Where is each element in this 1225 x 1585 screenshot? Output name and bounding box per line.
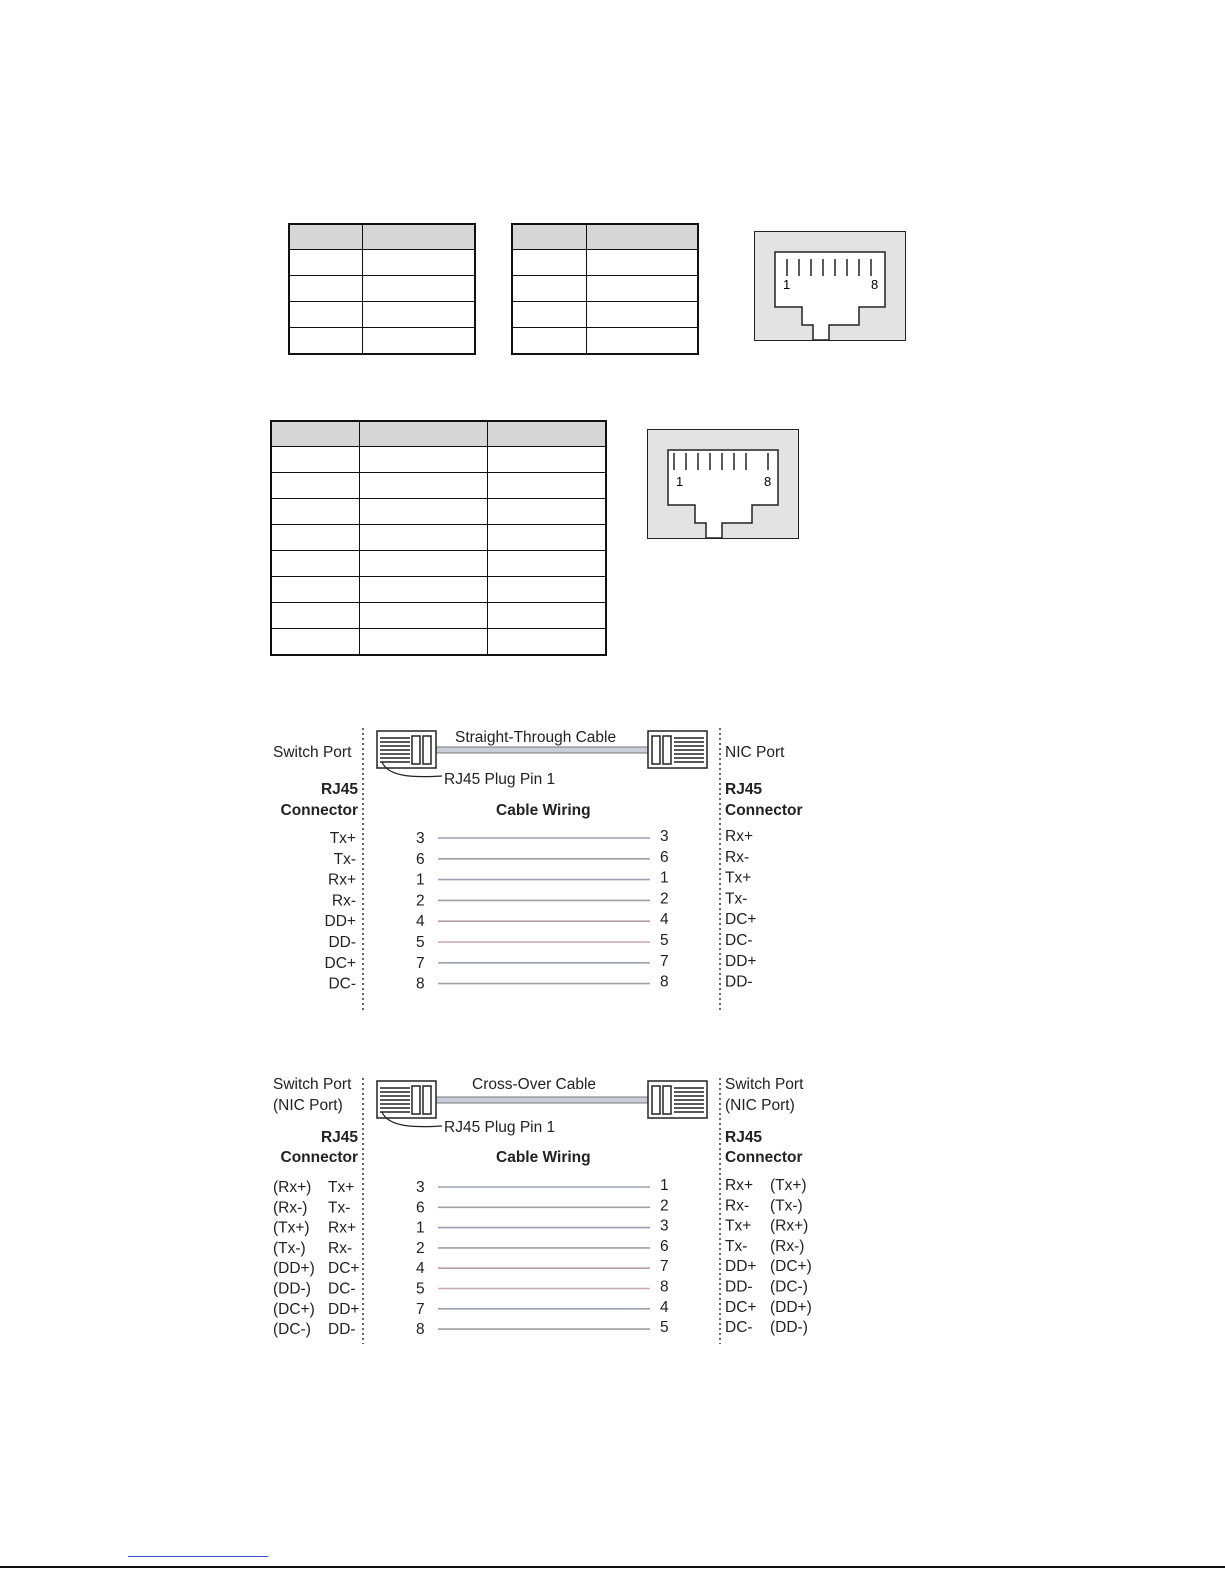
table-cell <box>488 447 607 473</box>
table-cell <box>289 276 363 302</box>
table-row <box>271 577 606 603</box>
right-signal-label: Rx- <box>725 1197 750 1215</box>
table-cell <box>271 499 360 525</box>
pin-8-label: 8 <box>871 277 879 292</box>
left-pin-number: 4 <box>416 1260 425 1278</box>
table-row <box>271 499 606 525</box>
left-pin-number: 1 <box>416 871 425 889</box>
table-cell <box>363 302 476 328</box>
table-row <box>512 302 698 328</box>
table-cell <box>488 629 607 656</box>
table-cell <box>488 551 607 577</box>
right-pin-number: 2 <box>660 890 669 908</box>
left-signal-label: DC- <box>328 975 356 993</box>
left-signal-label: DD+ <box>328 1300 360 1318</box>
left-pin-number: 2 <box>416 892 425 910</box>
left-alt-signal-label: (DC+) <box>273 1300 315 1318</box>
left-pin-number: 3 <box>416 830 425 847</box>
right-signal-label: DC- <box>725 1319 753 1337</box>
table-cell <box>271 447 360 473</box>
left-pin-number: 2 <box>416 1239 425 1257</box>
cross-over-diagram <box>270 1068 822 1350</box>
table-cell <box>488 603 607 629</box>
pin-8-label: 8 <box>764 474 772 489</box>
table-cell <box>360 447 488 473</box>
rj45-plug-icon <box>377 1081 436 1118</box>
left-signal-label: Rx- <box>331 892 356 910</box>
table-row <box>271 525 606 551</box>
table-cell <box>512 276 587 302</box>
table-row <box>289 250 475 276</box>
left-signal-label: DD- <box>328 1321 356 1339</box>
rj45-plug-icon <box>648 1081 707 1118</box>
table-cell <box>488 577 607 603</box>
left-pin-number: 4 <box>416 913 425 931</box>
left-signal-label: DC- <box>328 1280 356 1298</box>
left-pin-number: 7 <box>416 954 425 972</box>
left-signal-label: Rx+ <box>328 871 356 889</box>
table-cell <box>360 421 488 447</box>
left-port-label: (NIC Port) <box>273 1097 343 1114</box>
table-cell <box>512 250 587 276</box>
right-signal-label: Rx+ <box>725 828 753 845</box>
table-cell <box>360 525 488 551</box>
left-port-label: Switch Port <box>273 744 352 761</box>
right-signal-label: Tx- <box>725 890 748 908</box>
right-alt-signal-label: (DD+) <box>770 1298 812 1316</box>
right-pin-number: 4 <box>660 911 669 929</box>
left-connector-label: Connector <box>280 1149 358 1166</box>
table-cell <box>289 302 363 328</box>
table-cell <box>363 328 476 355</box>
right-port-label: NIC Port <box>725 744 785 761</box>
right-connector-label: Connector <box>725 1149 803 1166</box>
wiring-label: Cable Wiring <box>496 802 591 819</box>
table-cell <box>488 525 607 551</box>
left-signal-label: DD+ <box>324 913 356 931</box>
right-signal-label: Rx+ <box>725 1177 753 1194</box>
left-alt-signal-label: (Rx-) <box>273 1199 308 1217</box>
right-signal-label: DD+ <box>725 1258 757 1276</box>
footnote-link-underline <box>128 1556 268 1557</box>
left-connector-label: RJ45 <box>320 781 358 798</box>
right-signal-label: Tx+ <box>725 1217 752 1235</box>
left-pin-number: 5 <box>416 1280 425 1298</box>
left-pin-number: 8 <box>416 975 425 993</box>
table-cell <box>360 577 488 603</box>
right-pin-number: 6 <box>660 848 669 866</box>
right-connector-label: RJ45 <box>725 781 763 798</box>
right-alt-signal-label: (DD-) <box>770 1319 808 1337</box>
table-cell <box>512 328 587 355</box>
table-cell <box>360 473 488 499</box>
right-connector-label: Connector <box>725 802 803 819</box>
left-pin-number: 6 <box>416 850 425 868</box>
table-cell <box>289 224 363 250</box>
pin-1-label: 1 <box>676 474 684 489</box>
left-signal-label: DC+ <box>328 1260 360 1278</box>
right-pin-number: 1 <box>660 869 669 887</box>
right-signal-label: DC- <box>725 932 753 949</box>
left-signal-label: Tx+ <box>329 830 356 847</box>
table-row <box>512 276 698 302</box>
left-alt-signal-label: (DD+) <box>273 1260 315 1278</box>
table-header-row <box>512 224 698 250</box>
table-row <box>271 473 606 499</box>
left-connector-label: RJ45 <box>320 1129 358 1146</box>
table-cell <box>488 421 607 447</box>
right-pin-number: 7 <box>660 952 669 970</box>
table-cell <box>587 250 699 276</box>
plug-pin-label: RJ45 Plug Pin 1 <box>444 771 556 788</box>
left-pin-number: 8 <box>416 1321 425 1339</box>
table-cell <box>360 499 488 525</box>
table-cell <box>289 250 363 276</box>
pin-table-left <box>288 223 476 355</box>
right-pin-number: 8 <box>660 973 669 991</box>
left-signal-label: Tx+ <box>328 1179 355 1196</box>
pin-table-right <box>511 223 699 355</box>
table-cell <box>360 629 488 656</box>
right-signal-label: Tx+ <box>725 869 752 887</box>
table-cell <box>271 525 360 551</box>
left-signal-label: DD- <box>328 934 356 951</box>
right-port-label: (NIC Port) <box>725 1097 795 1114</box>
right-pin-number: 2 <box>660 1197 669 1215</box>
table-cell <box>289 328 363 355</box>
right-pin-number: 8 <box>660 1278 669 1296</box>
rj45-plug-icon <box>648 731 707 768</box>
left-alt-signal-label: (Rx+) <box>273 1179 312 1196</box>
table-cell <box>271 473 360 499</box>
left-port-label: Switch Port <box>273 1076 352 1093</box>
rj45-jack-icon <box>647 429 799 539</box>
right-signal-label: DD- <box>725 973 753 991</box>
right-pin-number: 4 <box>660 1298 669 1316</box>
plug-pin-label: RJ45 Plug Pin 1 <box>444 1119 556 1136</box>
right-alt-signal-label: (Tx+) <box>770 1177 807 1194</box>
straight-through-diagram <box>270 718 815 1026</box>
table-cell <box>271 421 360 447</box>
left-alt-signal-label: (DD-) <box>273 1280 311 1298</box>
right-signal-label: DC+ <box>725 911 757 929</box>
table-cell <box>488 473 607 499</box>
right-pin-number: 5 <box>660 932 669 949</box>
left-signal-label: Tx- <box>333 850 356 868</box>
table-row <box>289 328 475 355</box>
cable-title: Straight-Through Cable <box>455 729 617 746</box>
table-cell <box>512 224 587 250</box>
table-cell <box>587 328 699 355</box>
table-row <box>289 302 475 328</box>
page-footer-rule <box>0 1566 1225 1568</box>
left-pin-number: 3 <box>416 1179 425 1196</box>
cable-title: Cross-Over Cable <box>472 1076 597 1093</box>
table-header-row <box>271 421 606 447</box>
right-signal-label: DD- <box>725 1278 753 1296</box>
right-alt-signal-label: (Rx-) <box>770 1237 805 1255</box>
table-cell <box>271 577 360 603</box>
left-signal-label: Tx- <box>328 1199 351 1217</box>
table-cell <box>363 250 476 276</box>
right-pin-number: 5 <box>660 1319 669 1337</box>
right-signal-label: Rx- <box>725 848 750 866</box>
left-pin-number: 1 <box>416 1219 425 1237</box>
table-cell <box>587 276 699 302</box>
right-pin-number: 1 <box>660 1177 669 1194</box>
left-alt-signal-label: (Tx+) <box>273 1219 310 1237</box>
left-pin-number: 5 <box>416 934 425 951</box>
right-port-label: Switch Port <box>725 1076 804 1093</box>
left-signal-label: DC+ <box>324 954 356 972</box>
table-cell <box>271 551 360 577</box>
cable-icon <box>436 1097 648 1103</box>
rj45-jack-icon <box>754 231 906 341</box>
table-cell <box>271 629 360 656</box>
pin-1-label: 1 <box>783 277 791 292</box>
right-alt-signal-label: (Rx+) <box>770 1217 809 1235</box>
table-row <box>271 447 606 473</box>
right-pin-number: 7 <box>660 1258 669 1276</box>
right-alt-signal-label: (DC-) <box>770 1278 808 1296</box>
table-row <box>289 276 475 302</box>
right-signal-label: Tx- <box>725 1237 748 1255</box>
table-cell <box>488 499 607 525</box>
left-pin-number: 6 <box>416 1199 425 1217</box>
right-signal-label: DD+ <box>725 952 757 970</box>
left-pin-number: 7 <box>416 1300 425 1318</box>
table-header-row <box>289 224 475 250</box>
rj45-plug-icon <box>377 731 436 768</box>
table-cell <box>363 224 476 250</box>
right-alt-signal-label: (Tx-) <box>770 1197 803 1215</box>
table-row <box>512 328 698 355</box>
table-row <box>512 250 698 276</box>
table-row <box>271 629 606 656</box>
right-signal-label: DC+ <box>725 1298 757 1316</box>
table-cell <box>363 276 476 302</box>
table-cell <box>512 302 587 328</box>
table-row <box>271 603 606 629</box>
table-cell <box>360 551 488 577</box>
table-row <box>271 551 606 577</box>
right-alt-signal-label: (DC+) <box>770 1258 812 1276</box>
table-cell <box>360 603 488 629</box>
table-cell <box>271 603 360 629</box>
left-connector-label: Connector <box>280 802 358 819</box>
right-pin-number: 6 <box>660 1237 669 1255</box>
wiring-label: Cable Wiring <box>496 1149 591 1166</box>
left-signal-label: Rx+ <box>328 1219 356 1237</box>
right-connector-label: RJ45 <box>725 1129 763 1146</box>
left-alt-signal-label: (Tx-) <box>273 1239 306 1257</box>
left-alt-signal-label: (DC-) <box>273 1321 311 1339</box>
table-cell <box>587 224 699 250</box>
right-pin-number: 3 <box>660 828 669 845</box>
right-pin-number: 3 <box>660 1217 669 1235</box>
pin-table-gigabit <box>270 420 607 656</box>
table-cell <box>587 302 699 328</box>
cable-icon <box>436 747 648 753</box>
left-signal-label: Rx- <box>328 1239 353 1257</box>
